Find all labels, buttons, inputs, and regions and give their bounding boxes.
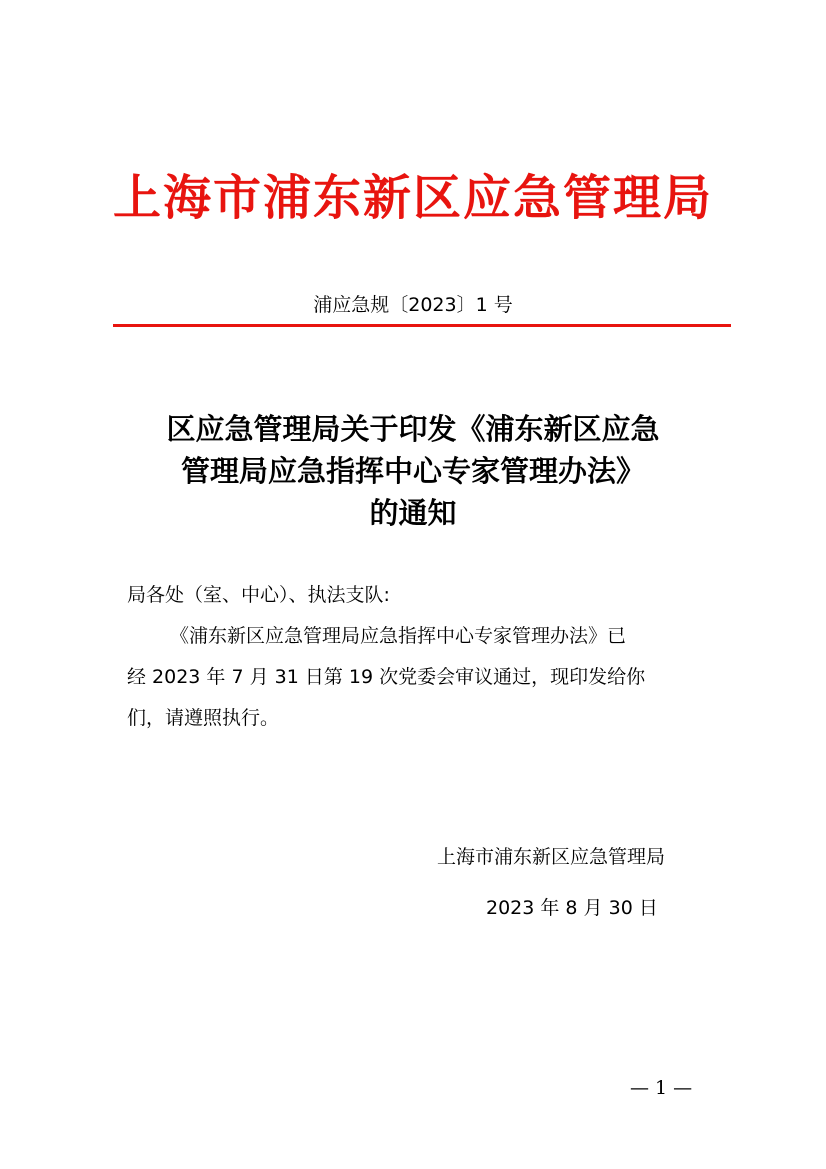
document-number: 浦应急规〔2023〕1 号 [313, 294, 513, 316]
body-paragraph-line-3: 们，请遵照执行。 [127, 707, 280, 729]
body-paragraph-line-1: 《浦东新区应急管理局应急指挥中心专家管理办法》已 [170, 625, 627, 647]
document-title-line-1: 区应急管理局关于印发《浦东新区应急 [166, 412, 660, 446]
red-separator-rule [113, 324, 731, 327]
document-title-line-3: 的通知 [369, 496, 457, 530]
signature-date: 2023 年 8 月 30 日 [486, 897, 658, 919]
signature-org: 上海市浦东新区应急管理局 [437, 846, 666, 868]
document-title-line-2: 管理局应急指挥中心专家管理办法》 [180, 454, 645, 488]
salutation: 局各处（室、中心）、执法支队: [127, 584, 390, 606]
page-number: — 1 — [630, 1077, 693, 1099]
masthead-org-name: 上海市浦东新区应急管理局 [112, 170, 713, 226]
body-paragraph-line-2: 经 2023 年 7 月 31 日第 19 次党委会审议通过，现印发给你 [127, 666, 646, 688]
